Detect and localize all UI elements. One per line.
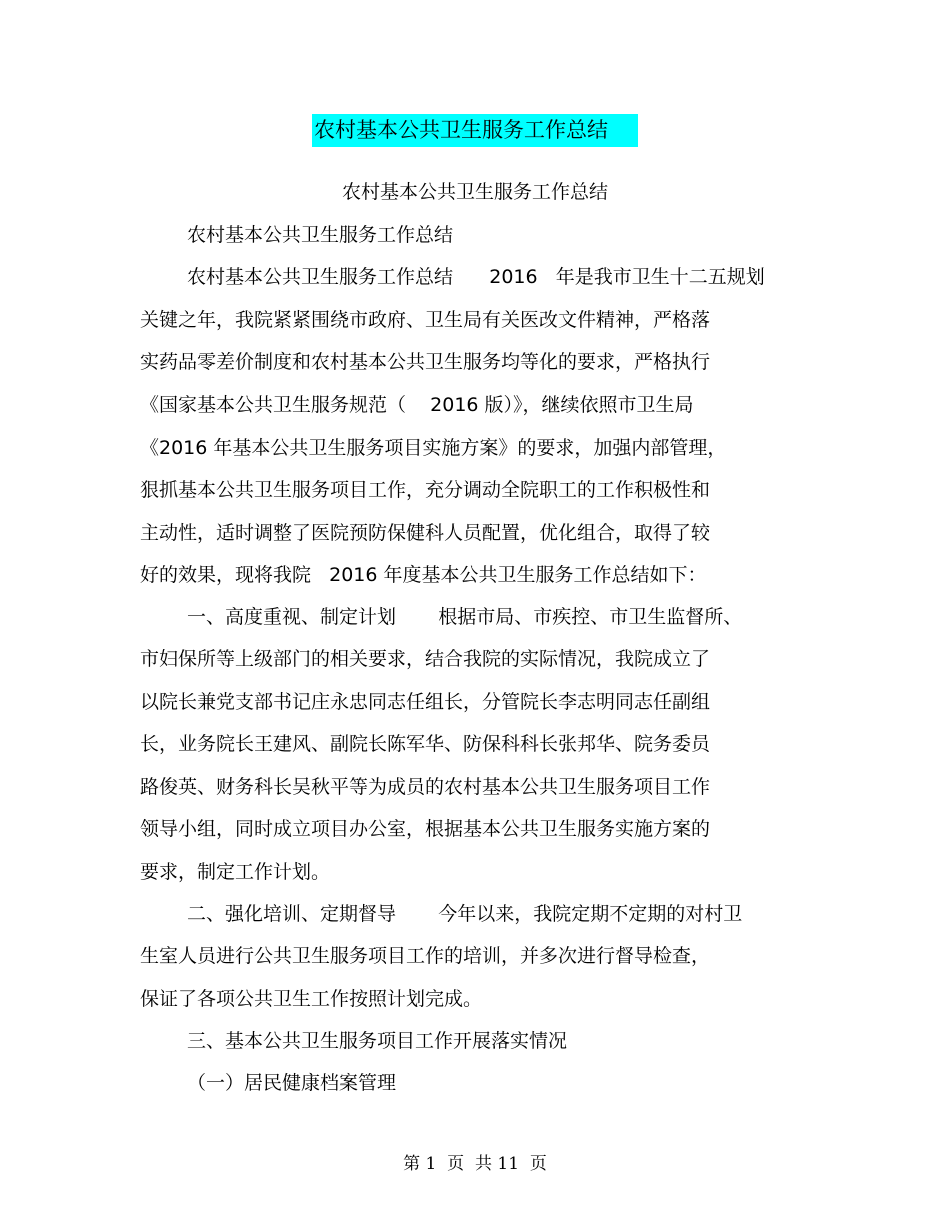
paragraph-line: 《2016 年基本公共卫生服务项目实施方案》的要求，加强内部管理， [140,437,727,459]
paragraph-line: 要求，制定工作计划。 [140,861,331,883]
paragraph-line: 三、基本公共卫生服务项目工作开展落实情况 [187,1030,568,1052]
paragraph-line: 以院长兼党支部书记庄永忠同志任组长，分管院长李志明同志任副组 [140,691,711,713]
paragraph-line: 保证了各项公共卫生工作按照计划完成。 [140,988,483,1010]
paragraph-line: 长，业务院长王建风、副院长陈军华、防保科科长张邦华、院务委员 [140,733,711,755]
paragraph-line: 《国家基本公共卫生服务规范（ 2016 版）》，继续依照市卫生局 [140,394,694,416]
paragraph-line: 关键之年，我院紧紧围绕市政府、卫生局有关医改文件精神，严格落 [140,309,711,331]
section-heading: 农村基本公共卫生服务工作总结 [187,224,454,246]
document-subtitle: 农村基本公共卫生服务工作总结 [341,181,608,203]
paragraph-line: 路俊英、财务科长吴秋平等为成员的农村基本公共卫生服务项目工作 [140,776,711,798]
paragraph-line: 二、强化培训、定期督导 今年以来，我院定期不定期的对村卫 [187,903,743,925]
paragraph-line: 市妇保所等上级部门的相关要求，结合我院的实际情况，我院成立了 [140,648,711,670]
paragraph-line: 好的效果，现将我院 2016 年度基本公共卫生服务工作总结如下： [140,564,707,586]
paragraph-line: （一）居民健康档案管理 [187,1072,397,1094]
paragraph-line: 主动性，适时调整了医院预防保健科人员配置，优化组合，取得了较 [140,522,711,544]
paragraph-line: 实药品零差价制度和农村基本公共卫生服务均等化的要求，严格执行 [140,351,711,373]
paragraph-line: 农村基本公共卫生服务工作总结 2016 年是我市卫生十二五规划 [187,266,765,288]
paragraph-line: 生室人员进行公共卫生服务项目工作的培训，并多次进行督导检查， [140,945,711,967]
paragraph-line: 领导小组，同时成立项目办公室，根据基本公共卫生服务实施方案的 [140,818,711,840]
paragraph-line: 狠抓基本公共卫生服务项目工作，充分调动全院职工的工作积极性和 [140,479,711,501]
document-title: 农村基本公共卫生服务工作总结 [312,114,638,147]
paragraph-line: 一、高度重视、制定计划 根据市局、市疾控、市卫生监督所、 [187,606,743,628]
page-footer: 第 1 页 共 11 页 [403,1154,547,1174]
